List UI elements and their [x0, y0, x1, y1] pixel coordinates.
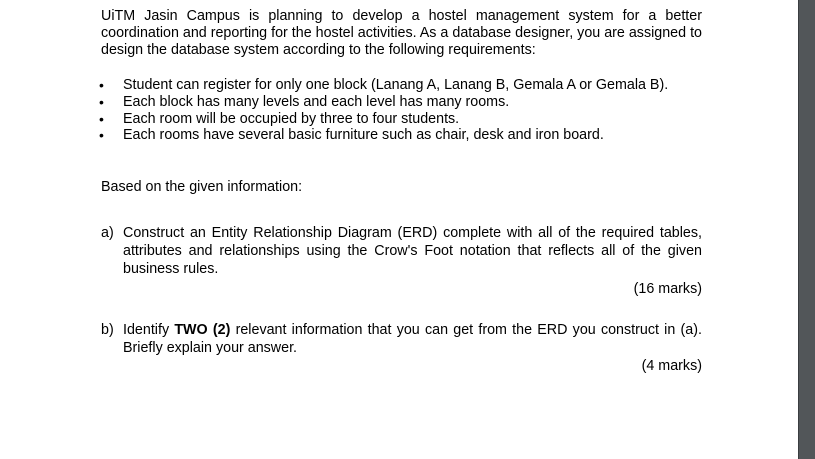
marks-label: (16 marks)	[633, 281, 702, 297]
question-text-start: Identify	[123, 322, 175, 338]
intro-paragraph: UiTM Jasin Campus is planning to develop a hostel management system for a better coordination and reporting for the hostel activities. As a database designer, you are assigned to design the database system according to the following requirements:	[101, 8, 702, 58]
list-item	[99, 94, 668, 111]
bullet-icon: •	[99, 93, 104, 110]
question-text: Construct an Entity Relationship Diagram (ERD) complete with all of the required tables, attributes and relationships using the Crow's Foot notation that reflects all of the given business rules.	[123, 225, 702, 277]
requirement-text: Student can register for only one block (Lanang A, Lanang B, Gemala A or Gemala B).	[123, 77, 669, 93]
question-b	[101, 321, 702, 357]
question-text-end: relevant information that you can get from the ERD you construct in (a). Briefly explain your answer.	[123, 322, 702, 356]
list-item	[99, 77, 668, 94]
question-label: a)	[101, 225, 114, 241]
requirement-text: Each room will be occupied by three to four students.	[123, 110, 460, 127]
question-text	[123, 321, 702, 357]
question-a	[101, 224, 702, 278]
question-label: b)	[101, 322, 114, 338]
bullet-icon: •	[99, 77, 104, 93]
requirements-list	[99, 77, 668, 144]
list-item	[99, 127, 668, 144]
requirement-text: Each block has many levels and each level has many rooms.	[123, 93, 510, 110]
bullet-icon: •	[99, 127, 104, 144]
marks-label: (4 marks)	[641, 358, 702, 374]
requirement-text: Each rooms have several basic furniture such as chair, desk and iron board.	[123, 127, 604, 144]
list-item	[99, 111, 668, 128]
bullet-icon: •	[99, 110, 104, 127]
emphasis-text: TWO (2)	[174, 322, 231, 338]
lead-in-text: Based on the given information:	[101, 179, 303, 195]
